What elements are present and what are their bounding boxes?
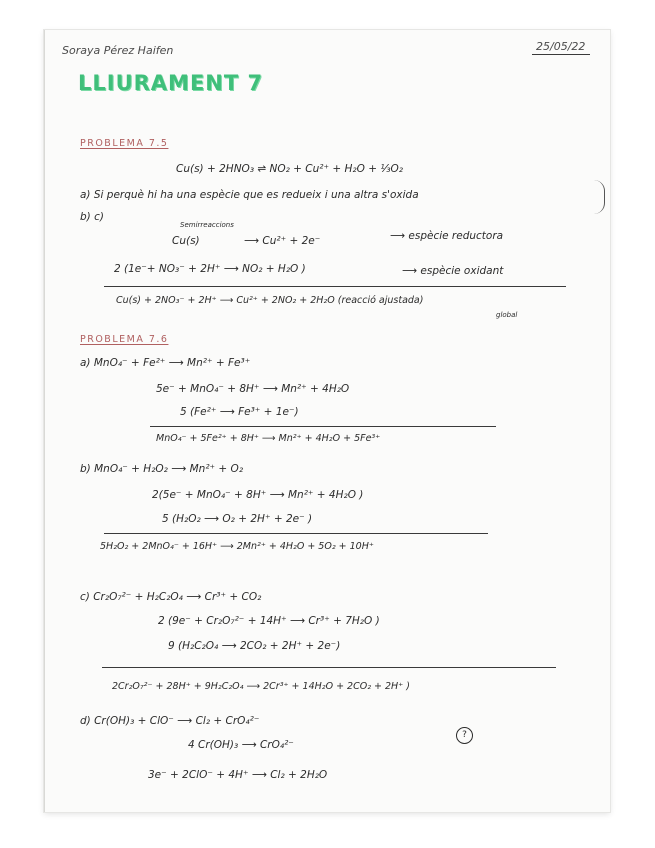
p76-c-half1: 2 (9e⁻ + Cr₂O₇²⁻ + 14H⁺ ⟶ Cr³⁺ + 7H₂O ) — [158, 615, 380, 627]
page-edge — [44, 30, 45, 812]
problem-7-6-heading: PROBLEMA 7.6 — [80, 334, 169, 345]
p76-b-half1: 2(5e⁻ + MnO₄⁻ + 8H⁺ ⟶ Mn²⁺ + 4H₂O ) — [152, 489, 364, 501]
notebook-page — [44, 30, 610, 812]
p76-d-half2: 3e⁻ + 2ClO⁻ + 4H⁺ ⟶ Cl₂ + 2H₂O — [148, 769, 328, 781]
p76-b-total: 5H₂O₂ + 2MnO₄⁻ + 16H⁺ ⟶ 2Mn²⁺ + 4H₂O + 5O₂ + 10H⁺ — [100, 541, 374, 552]
student-name: Soraya Pérez Haifen — [62, 44, 174, 57]
p76-b-equation: b) MnO₄⁻ + H₂O₂ ⟶ Mn²⁺ + O₂ — [80, 463, 244, 475]
page-title: LLIURAMENT 7 — [78, 71, 264, 95]
p76-b-sum-line — [104, 533, 488, 534]
p76-a-half2: 5 (Fe²⁺ ⟶ Fe³⁺ + 1e⁻) — [180, 406, 299, 418]
date-underline — [532, 54, 590, 55]
p75-semireactions-label: Semirreaccions — [180, 221, 234, 229]
problem-7-5-heading: PROBLEMA 7.5 — [80, 138, 169, 149]
date: 25/05/22 — [536, 40, 586, 53]
p75-total: Cu(s) + 2NO₃⁻ + 2H⁺ ⟶ Cu²⁺ + 2NO₂ + 2H₂O (reacció ajustada) — [116, 295, 424, 306]
p75-half1-left: Cu(s) — [172, 235, 200, 247]
p76-a-total: MnO₄⁻ + 5Fe²⁺ + 8H⁺ ⟶ Mn²⁺ + 4H₂O + 5Fe³⁺ — [156, 433, 381, 444]
p76-a-sum-line — [150, 426, 496, 427]
p76-c-half2: 9 (H₂C₂O₄ ⟶ 2CO₂ + 2H⁺ + 2e⁻) — [168, 640, 341, 652]
p75-reaction: Cu(s) + 2HNO₃ ⇌ NO₂ + Cu²⁺ + H₂O + ⅓O₂ — [176, 163, 404, 175]
p76-d-equation: d) Cr(OH)₃ + ClO⁻ ⟶ Cl₂ + CrO₄²⁻ — [80, 715, 260, 727]
p75-label-bc: b) c) — [80, 211, 104, 223]
p76-c-equation: c) Cr₂O₇²⁻ + H₂C₂O₄ ⟶ Cr³⁺ + CO₂ — [80, 591, 262, 603]
p75-answer-a: a) Si perquè hi ha una espècie que es redueix i una altra s'oxida — [80, 189, 419, 201]
p76-b-half2: 5 (H₂O₂ ⟶ O₂ + 2H⁺ + 2e⁻ ) — [162, 513, 313, 525]
p75-half1-note: ⟶ espècie reductora — [390, 230, 504, 242]
p76-d-half1: 4 Cr(OH)₃ ⟶ CrO₄²⁻ — [188, 739, 294, 751]
p75-total-note: global — [496, 311, 518, 319]
p75-half2: 2 (1e⁻+ NO₃⁻ + 2H⁺ ⟶ NO₂ + H₂O ) — [114, 263, 306, 275]
p76-a-half1: 5e⁻ + MnO₄⁻ + 8H⁺ ⟶ Mn²⁺ + 4H₂O — [156, 383, 350, 395]
p75-sum-line — [104, 286, 566, 287]
p76-a-equation: a) MnO₄⁻ + Fe²⁺ ⟶ Mn²⁺ + Fe³⁺ — [80, 357, 251, 369]
margin-bracket — [594, 180, 605, 214]
p75-half1-right: ⟶ Cu²⁺ + 2e⁻ — [244, 235, 321, 247]
p75-half2-note: ⟶ espècie oxidant — [402, 265, 504, 277]
p76-c-total: 2Cr₂O₇²⁻ + 28H⁺ + 9H₂C₂O₄ ⟶ 2Cr³⁺ + 14H₂O + 2CO₂ + 2H⁺ ) — [112, 681, 410, 692]
question-mark-circle: ? — [456, 727, 473, 744]
p76-c-sum-line — [102, 667, 556, 668]
